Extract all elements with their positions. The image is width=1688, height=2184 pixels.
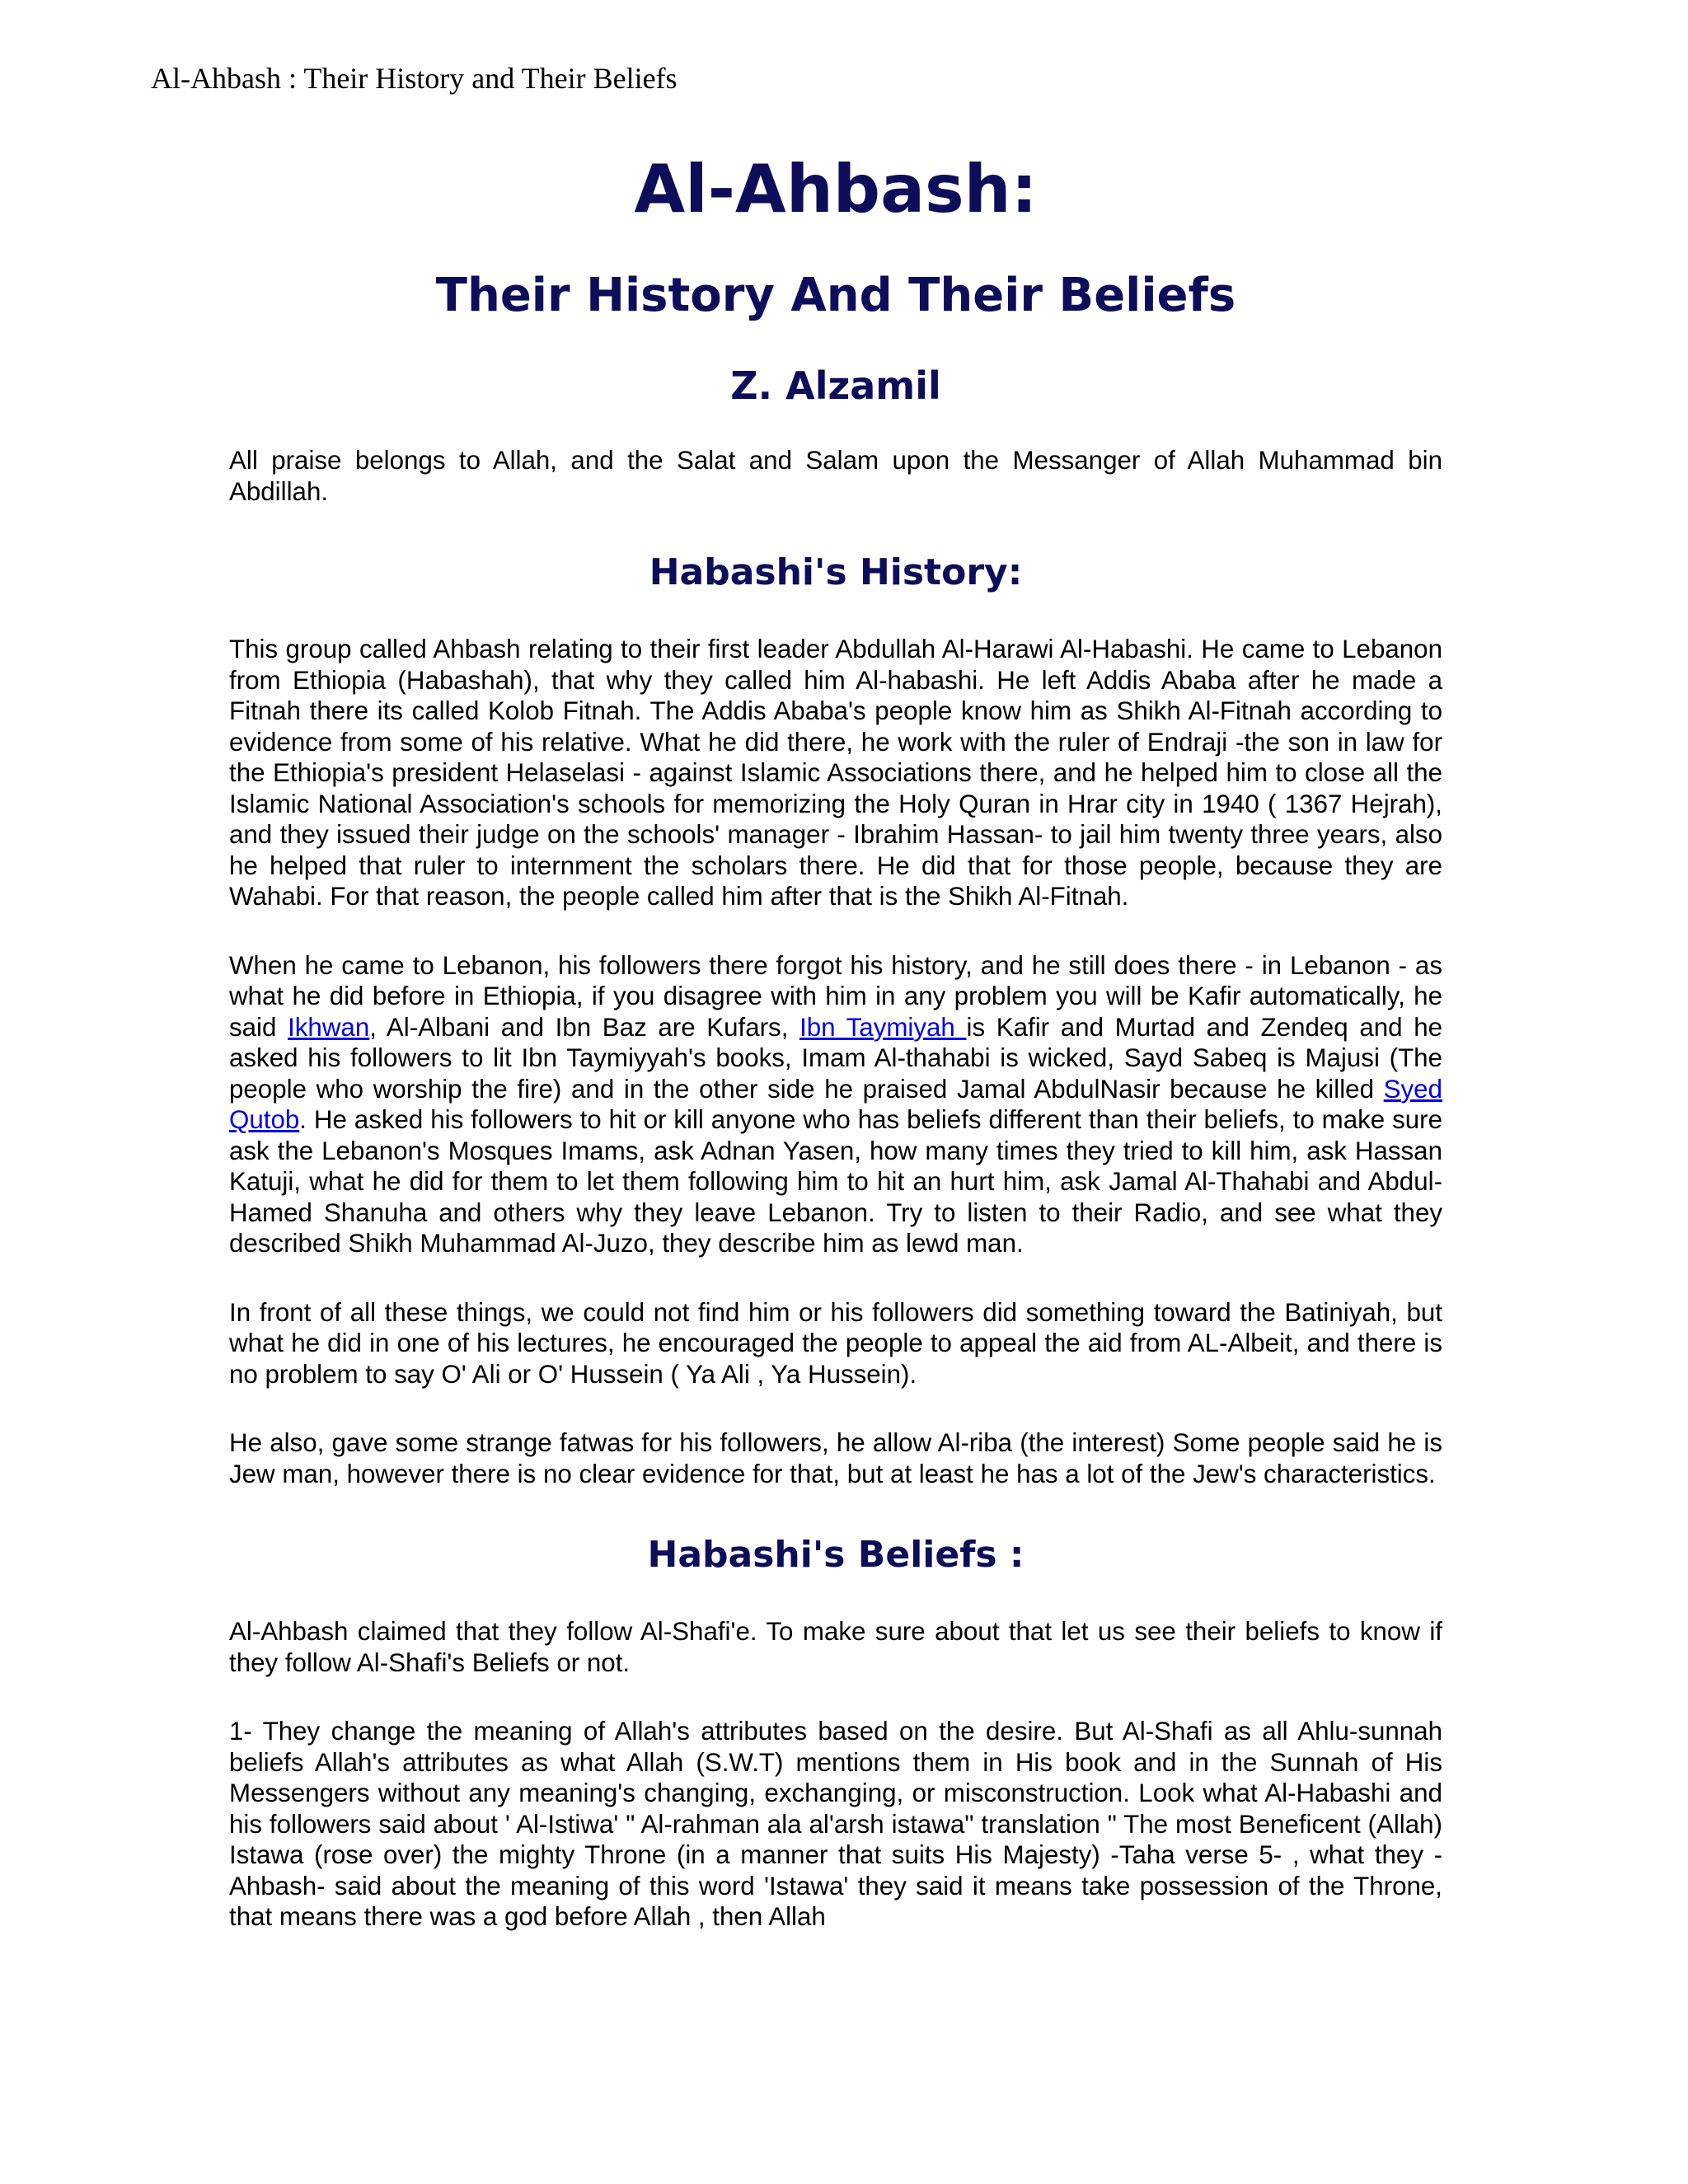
- history-paragraph-1: This group called Ahbash relating to their first leader Abdullah Al-Harawi Al-Habashi. He came to Lebanon from Ethiopia (Habashah), that why they called him Al-habashi. He left Addis Ababa after he made a Fitnah there its called Kolob Fitnah. The Addis Ababa's people know him as Shikh Al-Fitnah according to evidence from some of his relative. What he did there, he work with the ruler of Endraji -the son in law for the Ethiopia's president Helaselasi - against Islamic Associations there, and he helped him to close all the Islamic National Association's schools for memorizing the Holy Quran in Hrar city in 1940 ( 1367 Hejrah), and they issued their judge on the schools' manager - Ibrahim Hassan- to jail him twenty three years, also he helped that ruler to internment the scholars there. He did that for those people, because they are Wahabi. For that reason, the people called him after that is the Shikh Al-Fitnah.: [229, 635, 1442, 911]
- beliefs-paragraph-2: 1- They change the meaning of Allah's attributes based on the desire. But Al-Shafi as all Ahlu-sunnah beliefs Allah's attributes as what Allah (S.W.T) mentions them in His book and in the Sunnah of His Messengers without any meaning's changing, exchanging, or misconstruction. Look what Al-Habashi and his followers said about ' Al-Istiwa' " Al-rahman ala al'arsh istawa" translation " The most Beneficent (Allah) Istawa (rose over) the mighty Throne (in a manner that suits His Majesty) -Taha verse 5- , what they - Ahbash- said about the meaning of this word 'Istawa' they said it means take possession of the Throne, that means there was a god before Allah , then Allah: [229, 1717, 1442, 1931]
- link-ibn-taymiyah[interactable]: Ibn Taymiyah: [799, 1012, 967, 1042]
- link-syed-qutob[interactable]: Syed Qutob: [229, 1074, 1442, 1134]
- document-body: [229, 148, 1442, 1933]
- intro-paragraph: All praise belongs to Allah, and the Salat and Salam upon the Messanger of Allah Muhammad bin Abdillah.: [229, 446, 1442, 506]
- beliefs-heading: Habashi's Beliefs :: [647, 1534, 1025, 1576]
- history-p2-text-4: . He asked his followers to hit or kill anyone who has beliefs different than their beliefs, to make sure ask the Lebanon's Mosques Imams, ask Adnan Yasen, how many times they tried to kill him, ask Hassan Katuji, what he did for them to let them following him to hit an hurt him, ask Jamal Al-Thahabi and Abdul-Hamed Shanuha and others why they leave Lebanon. Try to listen to their Radio, and see what they described Shikh Muhammad Al-Juzo, they describe him as lewd man.: [229, 1105, 1442, 1258]
- history-heading: Habashi's History:: [649, 551, 1023, 593]
- document-subtitle: Their History And Their Beliefs: [435, 269, 1236, 322]
- history-paragraph-2: [229, 950, 1442, 1259]
- author-name: Z. Alzamil: [730, 363, 941, 408]
- document-title: Al-Ahbash:: [634, 151, 1038, 227]
- running-header: Al‑Ahbash : Their History and Their Beliefs: [151, 62, 678, 95]
- link-ikhwan[interactable]: Ikhwan: [288, 1012, 370, 1042]
- history-p2-text-1: When he came to Lebanon, his followers there forgot his history, and he still does there - in Lebanon - as what he did before in Ethiopia, if you disagree with him in any problem you will be Kafir automatically, he said: [229, 950, 1442, 1042]
- beliefs-paragraph-1: Al-Ahbash claimed that they follow Al-Shafi'e. To make sure about that let us see their beliefs to know if they follow Al-Shafi's Beliefs or not.: [229, 1617, 1442, 1677]
- history-p2-text-2: , Al-Albani and Ibn Baz are Kufars,: [369, 1012, 800, 1042]
- history-p2-text-3: is Kafir and Murtad and Zendeq and he asked his followers to lit Ibn Taymiyyah's books, Imam Al-thahabi is wicked, Sayd Sabeq is Majusi (The people who worship the fire) and in the other side he praised Jamal AbdulNasir because he killed: [229, 1012, 1443, 1104]
- history-paragraph-4: He also, gave some strange fatwas for his followers, he allow Al-riba (the interest) Some people said he is Jew man, however there is no clear evidence for that, but at least he has a lot of the Jew's characteristics.: [229, 1428, 1442, 1488]
- history-paragraph-3: In front of all these things, we could not find him or his followers did something toward the Batiniyah, but what he did in one of his lectures, he encouraged the people to appeal the aid from AL-Albeit, and there is no problem to say O' Ali or O' Hussein ( Ya Ali , Ya Hussein).: [229, 1297, 1442, 1389]
